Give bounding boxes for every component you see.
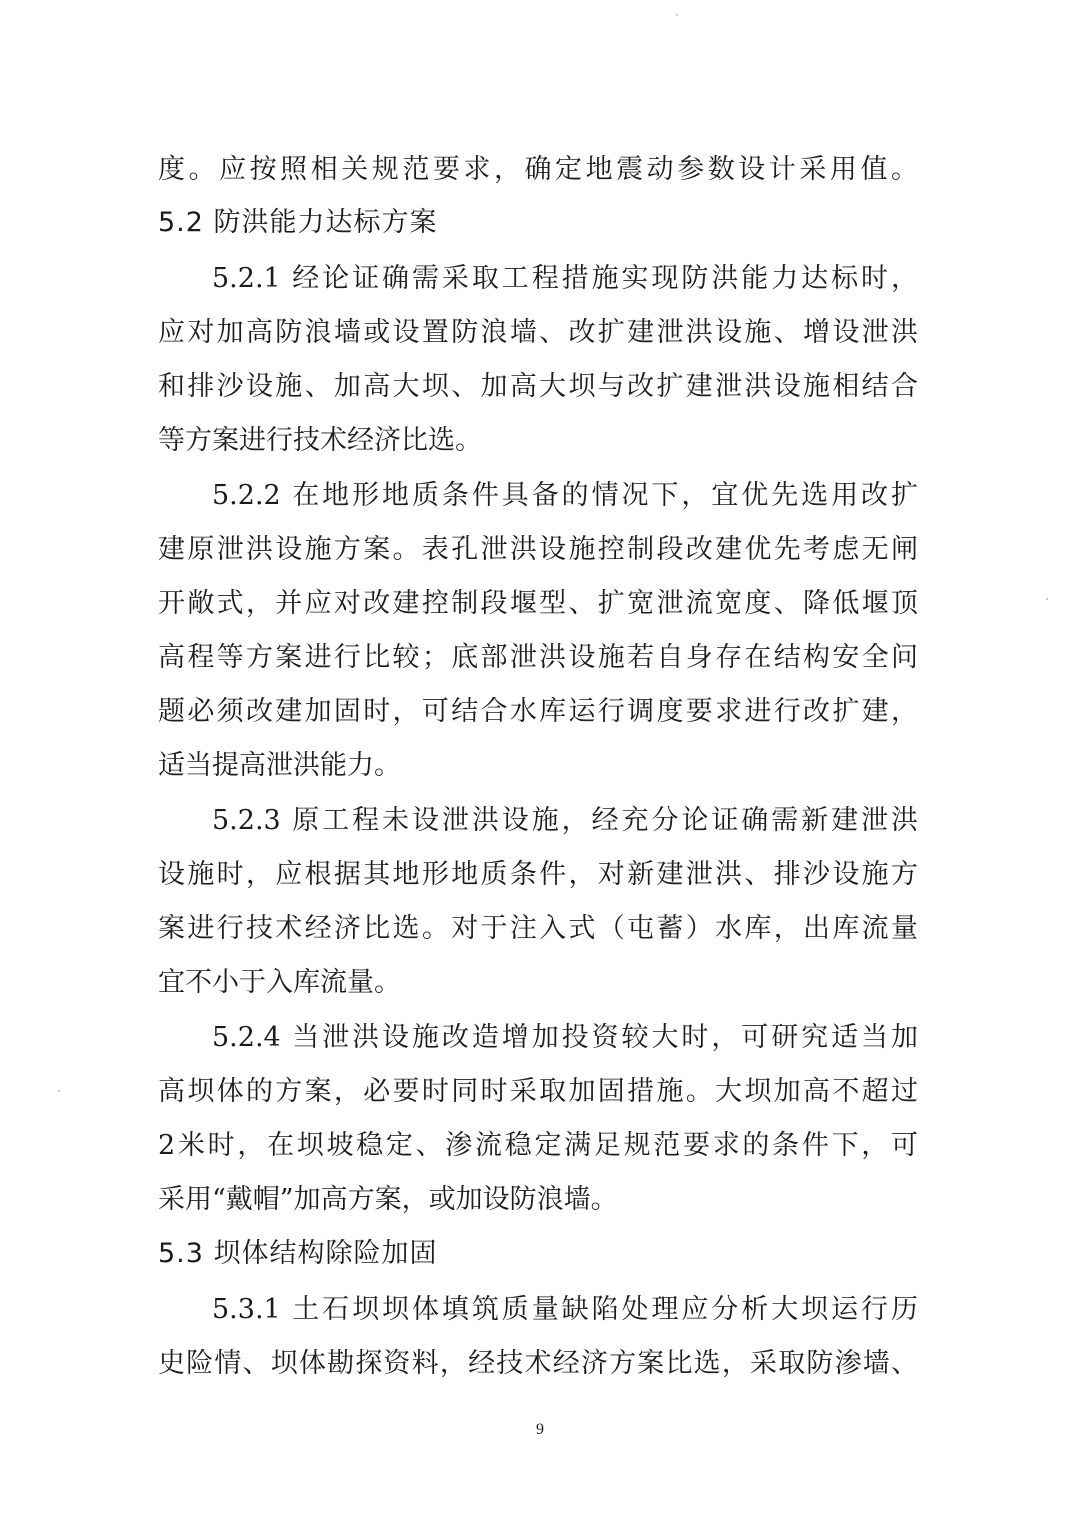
scan-speck	[1046, 598, 1048, 600]
paragraph-line: 5.2.1 经论证确需采取工程措施实现防洪能力达标时，	[212, 263, 918, 294]
paragraph-line: 应对加高防浪墙或设置防浪墙、改扩建泄洪设施、增设泄洪	[158, 317, 918, 348]
page-number: 9	[536, 1421, 544, 1438]
paragraph-line: 5.3.1 土石坝坝体填筑质量缺陷处理应分析大坝运行历	[212, 1294, 918, 1325]
paragraph-line: 和排沙设施、加高大坝、加高大坝与改扩建泄洪设施相结合	[158, 371, 918, 402]
paragraph-line: 5.2.3 原工程未设泄洪设施，经充分论证确需新建泄洪	[212, 805, 918, 836]
paragraph-line: 开敞式，并应对改建控制段堰型、扩宽泄流宽度、降低堰顶	[158, 588, 918, 619]
section-heading-5-3: 5.3 坝体结构除险加固	[158, 1238, 438, 1269]
paragraph-line: 史险情、坝体勘探资料，经技术经济方案比选，采取防渗墙、	[158, 1348, 918, 1379]
paragraph-line: 度。应按照相关规范要求，确定地震动参数设计采用值。	[158, 154, 918, 185]
paragraph-line: 高坝体的方案，必要时同时采取加固措施。大坝加高不超过	[158, 1076, 918, 1107]
paragraph-line: 题必须改建加固时，可结合水库运行调度要求进行改扩建，	[158, 696, 918, 727]
paragraph-line: 建原泄洪设施方案。表孔泄洪设施控制段改建优先考虑无闸	[158, 534, 918, 565]
paragraph-line: 等方案进行技术经济比选。	[158, 425, 482, 456]
paragraph-line: 案进行技术经济比选。对于注入式（屯蓄）水库，出库流量	[158, 913, 918, 944]
paragraph-line: 5.2.4 当泄洪设施改造增加投资较大时，可研究适当加	[212, 1022, 918, 1053]
paragraph-line: 宜不小于入库流量。	[158, 967, 401, 998]
paragraph-line: 采用“戴帽”加高方案，或加设防浪墙。	[158, 1184, 618, 1215]
section-heading-5-2: 5.2 防洪能力达标方案	[158, 207, 438, 238]
paragraph-line: 2米时，在坝坡稳定、渗流稳定满足规范要求的条件下，可	[158, 1130, 918, 1161]
paragraph-line: 高程等方案进行比较；底部泄洪设施若自身存在结构安全问	[158, 642, 918, 673]
scan-speck	[58, 1090, 60, 1092]
paragraph-line: 设施时，应根据其地形地质条件，对新建泄洪、排沙设施方	[158, 859, 918, 890]
paragraph-line: 适当提高泄洪能力。	[158, 750, 401, 781]
paragraph-line: 5.2.2 在地形地质条件具备的情况下，宜优先选用改扩	[212, 480, 918, 511]
scan-speck	[676, 14, 678, 16]
